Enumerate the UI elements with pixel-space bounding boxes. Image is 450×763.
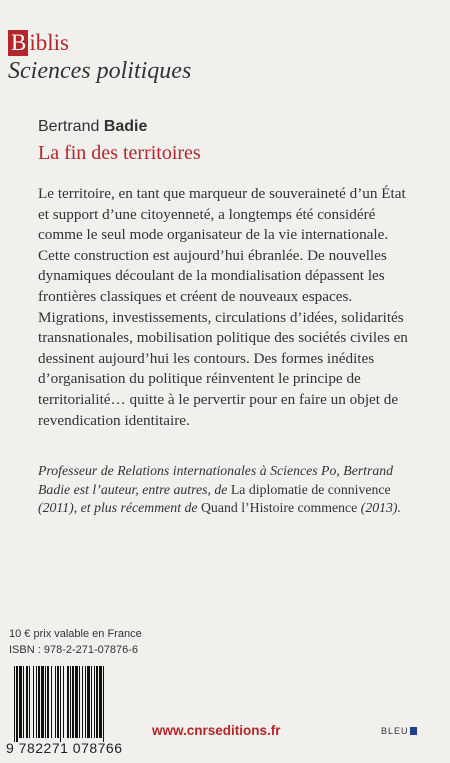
imprint-label: BLEU bbox=[381, 726, 409, 736]
price-label: 10 € prix valable en France bbox=[9, 628, 142, 640]
barcode-bar bbox=[51, 666, 52, 738]
barcode-bar bbox=[75, 666, 78, 738]
barcode-bar bbox=[87, 666, 90, 738]
barcode-bar bbox=[19, 666, 22, 738]
barcode-bar bbox=[45, 666, 46, 738]
barcode-bar bbox=[91, 666, 92, 738]
bio-book-1: La diplomatie de connivence bbox=[230, 481, 391, 497]
author-name bbox=[38, 118, 147, 136]
barcode-bar bbox=[38, 666, 40, 738]
book-title: La fin des territoires bbox=[38, 142, 201, 164]
series-name: Sciences politiques bbox=[8, 58, 192, 84]
barcode-bar bbox=[29, 666, 30, 738]
bio-intro: Professeur de Relations internationales à Sciences Po, Bertrand Badie est l’auteur, entre autres, de bbox=[38, 463, 394, 497]
barcode-bar bbox=[55, 666, 56, 738]
barcode-bar bbox=[63, 666, 64, 738]
bio-book-2: Quand l’Histoire commence bbox=[200, 500, 358, 515]
bio-year-1: (2011), et plus récemment de bbox=[38, 500, 201, 515]
barcode-bar bbox=[82, 666, 83, 738]
barcode-bar bbox=[70, 666, 71, 738]
barcode-bar bbox=[36, 666, 37, 738]
barcode-bar bbox=[14, 666, 15, 742]
imprint-mark bbox=[381, 726, 417, 736]
barcode-bar bbox=[60, 666, 61, 742]
logo-text: iblis bbox=[29, 30, 69, 55]
barcode-bar bbox=[79, 666, 80, 738]
barcode-bar bbox=[57, 666, 59, 738]
barcode-bar bbox=[33, 666, 34, 738]
blurb-text: Le territoire, en tant que marqueur de souveraineté d’un État et support d’une citoyenneté, a longtemps été considéré comme le seul mode organisateur de la vie internationale. Cette construction est aujourd’hui ébranlée. De nouvelles dynamiques découlant de la mondialisation dépassent les frontières classiques et créent de nouveaux espaces. Migrations, investissements, circulations d’idées, solidarités transnationales, mobilisation politique des sociétés civiles en dessinent aujourd’hui les contours. Des formes inédites d’organisation du politique réinventent le principe de territorialité… quitte à le pervertir pour en faire un objet de revendication identitaire. bbox=[38, 185, 408, 429]
website-link[interactable]: www.cnrseditions.fr bbox=[152, 723, 281, 738]
barcode-bar bbox=[96, 666, 98, 738]
barcode-bar bbox=[41, 666, 44, 738]
barcode-bar bbox=[47, 666, 49, 738]
bio-year-2: (2013). bbox=[357, 500, 401, 515]
imprint-square-icon bbox=[410, 727, 417, 735]
barcode-bar bbox=[72, 666, 74, 738]
barcode-bar bbox=[99, 666, 102, 738]
author-first-name: Bertrand bbox=[38, 118, 100, 135]
isbn-label: ISBN : 978-2-271-07876-6 bbox=[9, 644, 139, 656]
author-bio bbox=[38, 462, 408, 518]
barcode-bar bbox=[103, 666, 104, 742]
author-last-name: Badie bbox=[103, 118, 148, 135]
biblis-logo bbox=[8, 30, 69, 56]
barcode-bar bbox=[85, 666, 86, 738]
barcode-number: 9 782271 078766 bbox=[6, 740, 123, 756]
barcode-bar bbox=[23, 666, 24, 738]
barcode-image bbox=[8, 664, 140, 742]
barcode-bar bbox=[16, 666, 18, 742]
barcode-bar bbox=[67, 666, 69, 738]
barcode-bar bbox=[26, 666, 28, 738]
barcode-bar bbox=[94, 666, 95, 738]
logo-initial: B bbox=[8, 30, 28, 56]
